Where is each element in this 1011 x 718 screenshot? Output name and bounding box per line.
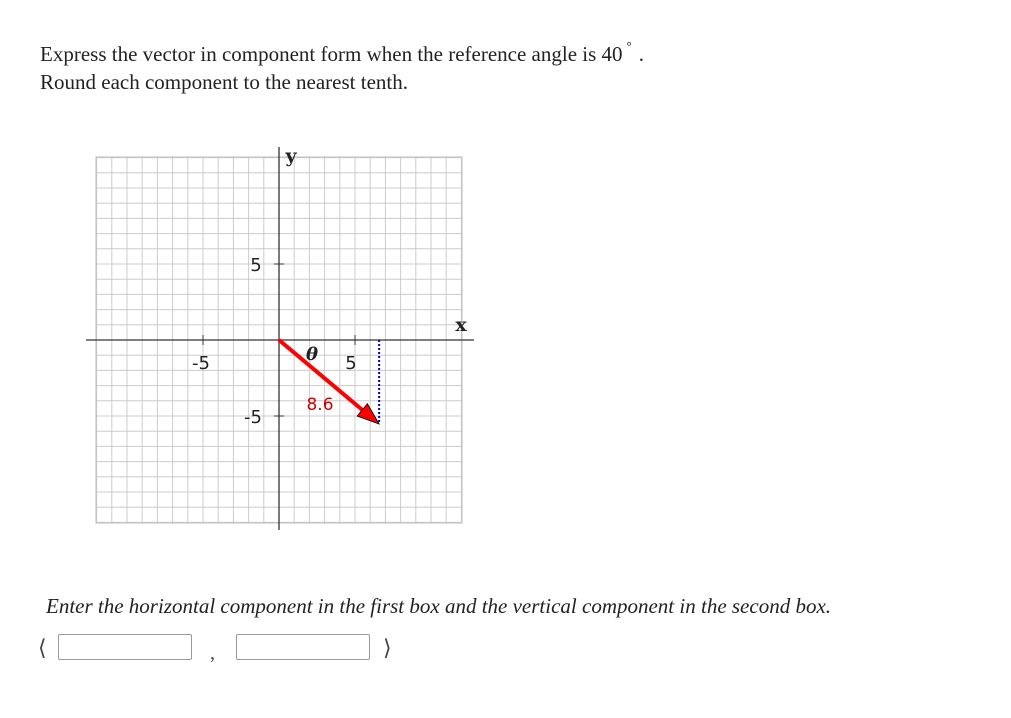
- answer-instructions: Enter the horizontal component in the first box and the vertical component in the second box.: [46, 594, 832, 618]
- question-text: Express the vector in component form when the reference angle is 40: [40, 42, 623, 66]
- left-angle-bracket: ⟨: [38, 636, 47, 661]
- horizontal-component-input[interactable]: [58, 634, 192, 660]
- question-line-2: Round each component to the nearest tenth.: [40, 70, 408, 94]
- magnitude-label: 8.6: [306, 395, 334, 415]
- y-axis-label: y: [285, 145, 297, 167]
- degree-symbol: °: [626, 38, 632, 53]
- y-tick-label-pos5: 5: [250, 255, 262, 276]
- x-axis-label: x: [455, 314, 467, 336]
- component-separator: ,: [210, 642, 215, 664]
- x-tick-label-pos5: 5: [345, 353, 357, 374]
- x-tick-label-neg5: -5: [192, 353, 210, 374]
- vertical-component-input[interactable]: [236, 634, 370, 660]
- angle-theta-label: θ: [305, 344, 319, 365]
- right-angle-bracket: ⟩: [383, 636, 392, 661]
- y-tick-label-neg5: -5: [244, 407, 262, 428]
- question-period: .: [638, 42, 644, 66]
